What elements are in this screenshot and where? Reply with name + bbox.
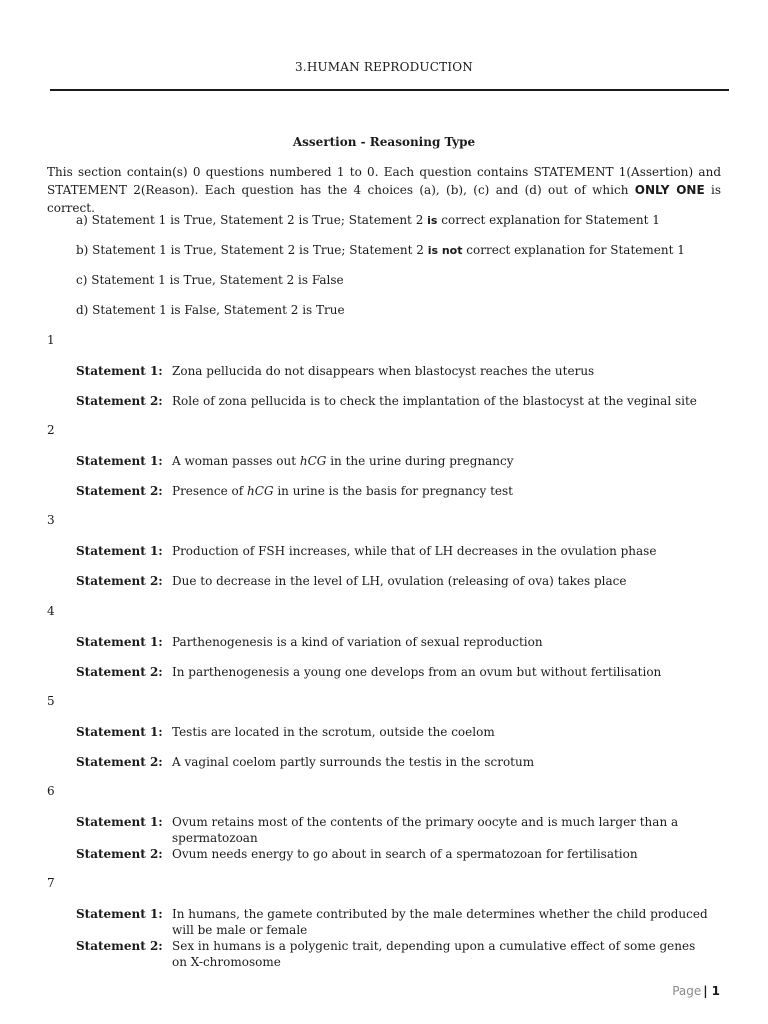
statement-1-text: Parthenogenesis is a kind of variation of sexual reproduction xyxy=(172,635,543,649)
question-number: 7 xyxy=(47,876,55,890)
statement-1-text: Production of FSH increases, while that of LH decreases in the ovulation phase xyxy=(172,544,657,558)
statement-2-label: Statement 2: xyxy=(76,574,163,588)
statement-1-text: A woman passes out hCG in the urine during pregnancy xyxy=(172,454,514,468)
choice-a xyxy=(76,212,736,242)
statement-2-text: A vaginal coelom partly surrounds the testis in the scrotum xyxy=(172,755,535,769)
statement-1-text: Ovum retains most of the contents of the primary oocyte and is much larger than a spermatozoan xyxy=(172,815,679,845)
statement-2-label: Statement 2: xyxy=(76,847,163,861)
statement-1-label: Statement 1: xyxy=(76,635,163,649)
statement-2-text: Sex in humans is a polygenic trait, depending upon a cumulative effect of some genes on X-chromosome xyxy=(172,939,696,969)
statement-2-label: Statement 2: xyxy=(76,484,163,498)
choice-c xyxy=(76,272,736,302)
statement-1-label: Statement 1: xyxy=(76,364,163,378)
choice-text-end: correct explanation for Statement 1 xyxy=(462,243,685,257)
choice-d xyxy=(76,302,736,332)
statement-1-label: Statement 1: xyxy=(76,725,163,739)
choice-text-end: correct explanation for Statement 1 xyxy=(437,213,660,227)
statement-1-label: Statement 1: xyxy=(76,544,163,558)
section-instructions xyxy=(47,163,721,217)
statement-2-text: In parthenogenesis a young one develops from an ovum but without fertilisation xyxy=(172,665,662,679)
section-title: Assertion - Reasoning Type xyxy=(292,135,476,149)
statement-1-label: Statement 1: xyxy=(76,907,163,921)
instructions-text-end: is correct. xyxy=(47,183,722,215)
statement-2-text: Ovum needs energy to go about in search of a spermatozoan for fertilisation xyxy=(172,847,638,861)
statement-2-text: Role of zona pellucida is to check the implantation of the blastocyst at the veginal site xyxy=(172,394,697,408)
page-footer xyxy=(672,984,720,998)
statement-2-label: Statement 2: xyxy=(76,755,163,769)
statement-2-text: Presence of hCG in urine is the basis for pregnancy test xyxy=(172,484,514,498)
page-label: Page xyxy=(672,984,702,998)
choice-emphasis: is xyxy=(427,214,438,227)
statement-1-label: Statement 1: xyxy=(76,454,163,468)
choice-text: d) Statement 1 is False, Statement 2 is True xyxy=(76,303,345,317)
instructions-text: This section contain(s) 0 questions numbered 1 to 0. Each question contains STATEMENT 1(Assertion) and STATEMENT 2(Reason). Each question has the 4 choices (a), (b), (c) and (d) out of which xyxy=(47,165,721,197)
page-number: 1 xyxy=(711,984,720,998)
question-number: 2 xyxy=(47,423,55,437)
choice-text: a) Statement 1 is True, Statement 2 is True; Statement 2 xyxy=(76,213,428,227)
question-number: 6 xyxy=(47,784,55,798)
statement-1-text: Testis are located in the scrotum, outside the coelom xyxy=(172,725,495,739)
footer-separator: | xyxy=(703,984,708,998)
choice-b xyxy=(76,242,736,272)
statement-1-text: In humans, the gamete contributed by the male determines whether the child produced will be male or female xyxy=(172,907,708,937)
answer-choices xyxy=(76,212,736,332)
choice-emphasis: is not xyxy=(427,244,463,257)
question-number: 4 xyxy=(47,604,55,618)
statement-1-label: Statement 1: xyxy=(76,815,163,829)
choice-text: b) Statement 1 is True, Statement 2 is True; Statement 2 xyxy=(76,243,428,257)
question-number: 5 xyxy=(47,694,55,708)
statement-2-label: Statement 2: xyxy=(76,939,163,953)
statement-2-text: Due to decrease in the level of LH, ovulation (releasing of ova) takes place xyxy=(172,574,627,588)
statement-2-label: Statement 2: xyxy=(76,665,163,679)
header-divider xyxy=(50,89,729,91)
choice-text: c) Statement 1 is True, Statement 2 is False xyxy=(76,273,344,287)
statement-2-label: Statement 2: xyxy=(76,394,163,408)
statement-1-text: Zona pellucida do not disappears when blastocyst reaches the uterus xyxy=(172,364,595,378)
page-header-title: 3.HUMAN REPRODUCTION xyxy=(294,60,474,74)
question-number: 3 xyxy=(47,513,55,527)
instructions-emphasis: ONLY ONE xyxy=(634,183,705,197)
question-number: 1 xyxy=(47,333,55,347)
